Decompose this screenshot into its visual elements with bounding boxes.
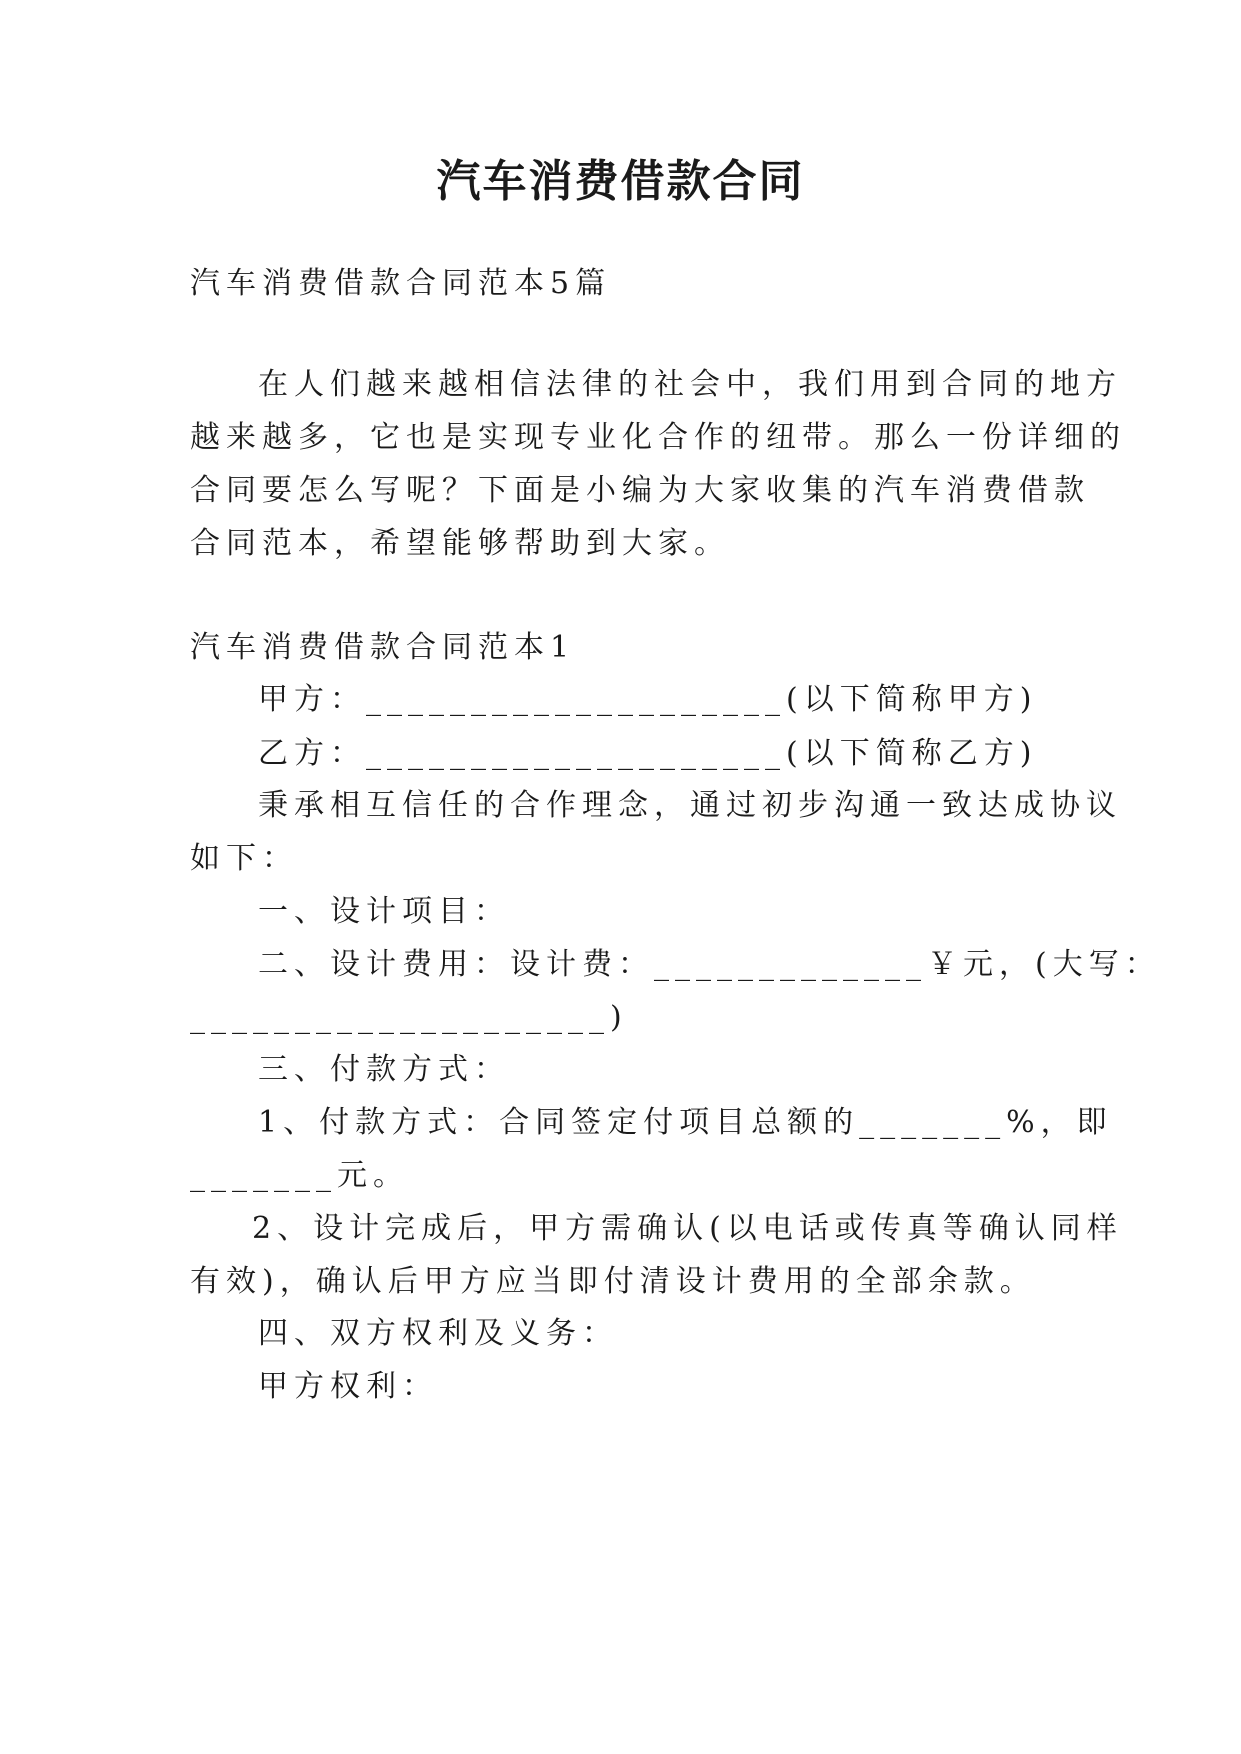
item-4-rights-obligations: 四、双方权利及义务： [258, 1316, 618, 1351]
party-a-line: 甲方：____________________(以下简称甲方) [258, 682, 1038, 717]
item-2-design-fee-line-2: ____________________) [190, 1000, 628, 1035]
payment-clause-2-line-1: 2、设计完成后，甲方需确认(以电话或传真等确认同样 [252, 1211, 1123, 1246]
party-b-line: 乙方：____________________(以下简称乙方) [258, 736, 1038, 771]
intro-line-2: 越来越多，它也是实现专业化合作的纽带。那么一份详细的 [190, 420, 1126, 455]
party-a-rights-heading: 甲方权利： [258, 1369, 438, 1404]
payment-clause-2-line-2: 有效)，确认后甲方应当即付清设计费用的全部余款。 [190, 1264, 1036, 1299]
item-1-design-project: 一、设计项目： [258, 894, 510, 929]
payment-clause-1-line-2: _______元。 [190, 1158, 409, 1193]
document-subtitle: 汽车消费借款合同范本5篇 [190, 266, 612, 301]
document-title: 汽车消费借款合同 [436, 156, 805, 207]
item-3-payment-method: 三、付款方式： [258, 1052, 510, 1087]
intro-line-3: 合同要怎么写呢？下面是小编为大家收集的汽车消费借款 [190, 473, 1090, 508]
section-heading: 汽车消费借款合同范本1 [190, 630, 576, 665]
intro-line-1: 在人们越来越相信法律的社会中，我们用到合同的地方 [258, 367, 1122, 402]
item-2-design-fee-line-1: 二、设计费用：设计费：_____________￥元，(大写： [258, 947, 1161, 982]
payment-clause-1-line-1: 1、付款方式：合同签定付项目总额的_______%，即 [258, 1105, 1113, 1140]
agreement-line-2: 如下： [190, 841, 298, 876]
intro-line-4: 合同范本，希望能够帮助到大家。 [190, 526, 730, 561]
agreement-line-1: 秉承相互信任的合作理念，通过初步沟通一致达成协议 [258, 788, 1122, 823]
